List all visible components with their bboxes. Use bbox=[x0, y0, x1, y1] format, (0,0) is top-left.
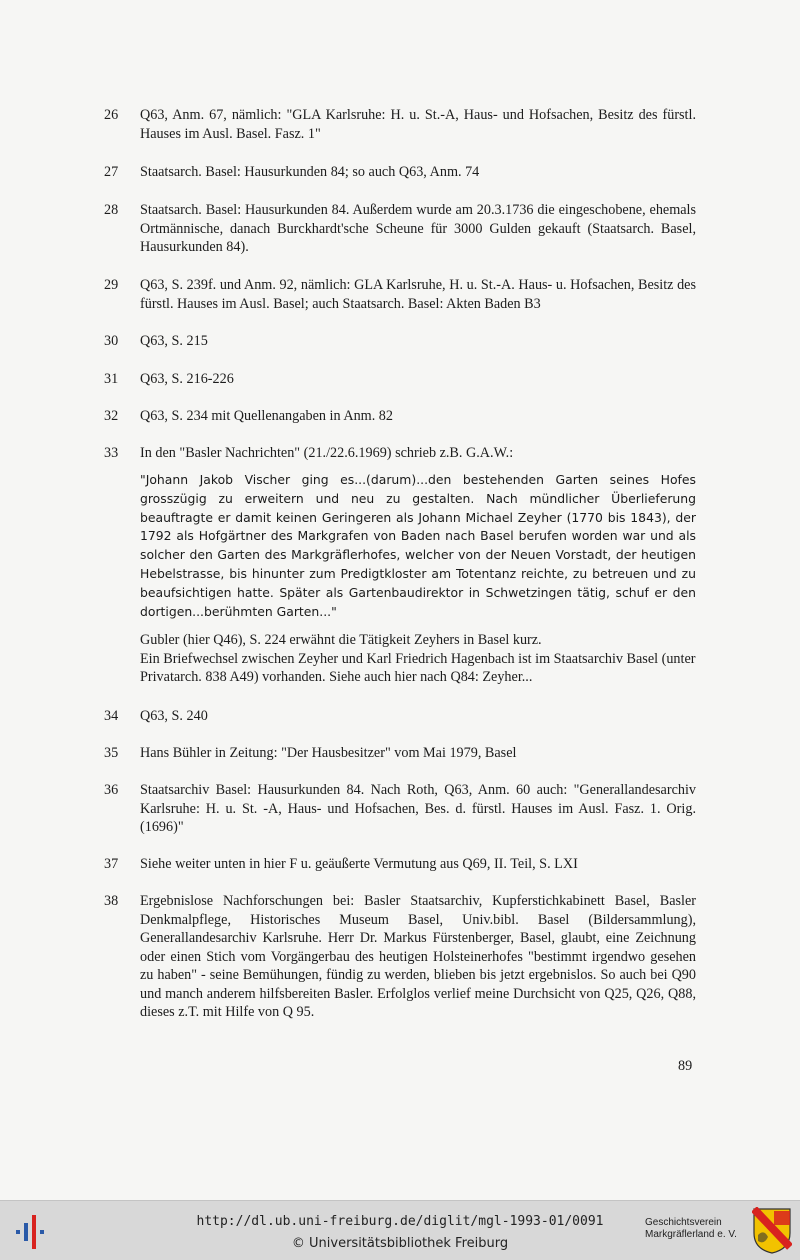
footnote-number: 38 bbox=[104, 893, 119, 909]
footnote-number: 36 bbox=[104, 782, 119, 798]
quoted-newspaper-passage: "Johann Jakob Vischer ging es...(darum)...den bestehenden Garten seines Hofes grosszügig zu erweitern und neu zu gestalten. Nach mündlicher Überlieferung beauftragte er damit keinen Geringeren als Johann Michael Zeyher (1770 bis 1843), der 1792 als Hofgärtner des Markgrafen von Baden nach Basel berufen worden war und als solcher den Garten des Markgräflerhofes, welcher von der Neuen Vorstadt, der heutigen Hebelstrasse, bis hinunter zum Predigtkloster am Totentanz reichte, zu betreuen und zu beaufsichtigen hatte. Später als Gartenbaudirektor in Schwetzingen tätig, schuf er den dortigen...berühmten Garten..." bbox=[140, 472, 696, 619]
footnote-text: Q63, S. 240 bbox=[140, 708, 208, 724]
footnote-text: Hans Bühler in Zeitung: "Der Hausbesitzer" vom Mai 1979, Basel bbox=[140, 745, 517, 761]
footnote-text: Staatsarch. Basel: Hausurkunden 84; so auch Q63, Anm. 74 bbox=[140, 164, 480, 180]
footnote-number: 28 bbox=[104, 202, 119, 218]
copyright-notice: © Universitätsbibliothek Freiburg bbox=[291, 1236, 509, 1251]
footnote-number: 26 bbox=[104, 107, 119, 123]
footnote-33-continuation bbox=[140, 631, 696, 687]
publisher-line-2: Markgräflerland e. V. bbox=[645, 1229, 737, 1240]
footnote-text: Q63, S. 216-226 bbox=[140, 371, 234, 387]
document-url-link[interactable]: http://dl.ub.uni-freiburg.de/diglit/mgl-1993-01/0091 bbox=[196, 1214, 604, 1229]
footnote-number: 31 bbox=[104, 371, 119, 387]
footnote-text: Ergebnislose Nachforschungen bei: Basler Staatsarchiv, Kupferstichkabinett Basel, Basler Denkmalpflege, Historisches Museum Basel, Univ.bibl. Basel (Bildersammlung), Generallandesarchiv Karlsruhe. Herr Dr. Markus Fürstenberger, Basel, glaubt, eine Zeichnung oder einen Stich vom Vorgängerbau des heutigen Holsteinerhofes "bestimmt irgendwo gesehen zu haben" - seine Bemühungen, fündig zu werden, blieben bis jetzt ergebnislos. So auch bei Q90 und manch anderem hilfsbereiten Basler. Erfolglos verlief meine Durchsicht von Q25, Q26, Q88, dieses z.T. mit Hilfe von Q 95. bbox=[140, 893, 696, 1020]
footnote-number: 33 bbox=[104, 445, 119, 461]
continuation-paragraph: Ein Briefwechsel zwischen Zeyher und Karl Friedrich Hagenbach ist im Staatsarchiv Basel (unter Privatarch. 838 A49) vorhanden. Siehe auch hier nach Q84: Zeyher... bbox=[140, 650, 696, 685]
footnote-text: Q63, S. 215 bbox=[140, 333, 208, 349]
footnote-text: Q63, S. 239f. und Anm. 92, nämlich: GLA Karlsruhe, H. u. St.-A. Haus- u. Hofsachen, Besitz des fürstl. Hauses im Ausl. Basel; auch Staatsarch. Basel: Akten Baden B3 bbox=[140, 277, 696, 312]
footnote-number: 37 bbox=[104, 856, 119, 872]
footnote-text: Siehe weiter unten in hier F u. geäußerte Vermutung aus Q69, II. Teil, S. LXI bbox=[140, 856, 578, 872]
footnote-number: 27 bbox=[104, 164, 119, 180]
footnote-text: Q63, S. 234 mit Quellenangaben in Anm. 82 bbox=[140, 408, 393, 424]
footnote-number: 35 bbox=[104, 745, 119, 761]
footnote-number: 34 bbox=[104, 708, 119, 724]
footnote-number: 32 bbox=[104, 408, 119, 424]
footnote-text: Staatsarchiv Basel: Hausurkunden 84. Nach Roth, Q63, Anm. 60 auch: "Generallandesarchiv Karlsruhe: H. u. St. -A, Haus- und Hofsachen, Bes. d. fürstl. Hauses im Ausl. Fasz. 1. Orig. (1696)" bbox=[140, 782, 696, 835]
continuation-line: Gubler (hier Q46), S. 224 erwähnt die Tätigkeit Zeyhers in Basel kurz. bbox=[140, 632, 542, 648]
footnote-text: In den "Basler Nachrichten" (21./22.6.1969) schrieb z.B. G.A.W.: bbox=[140, 445, 514, 461]
page-number: 89 bbox=[678, 1058, 693, 1074]
footnote-number: 29 bbox=[104, 277, 119, 293]
footer-bar bbox=[0, 1200, 800, 1260]
footnote-number: 30 bbox=[104, 333, 119, 349]
coat-of-arms-icon bbox=[752, 1207, 792, 1255]
publisher-line-1: Geschichtsverein bbox=[645, 1217, 722, 1228]
footnote-text: Q63, Anm. 67, nämlich: "GLA Karlsruhe: H. u. St.-A, Haus- und Hofsachen, Besitz des fürstl. Hauses im Ausl. Basel. Fasz. 1" bbox=[140, 107, 696, 142]
footnote-text: Staatsarch. Basel: Hausurkunden 84. Außerdem wurde am 20.3.1736 die eingeschobene, ehemals Ortmännische, danach Burckhardt'sche Scheune für 3000 Gulden gekauft (Staatsarch. Basel, Hausurkunden 84). bbox=[140, 202, 696, 255]
publisher-name bbox=[645, 1217, 755, 1241]
